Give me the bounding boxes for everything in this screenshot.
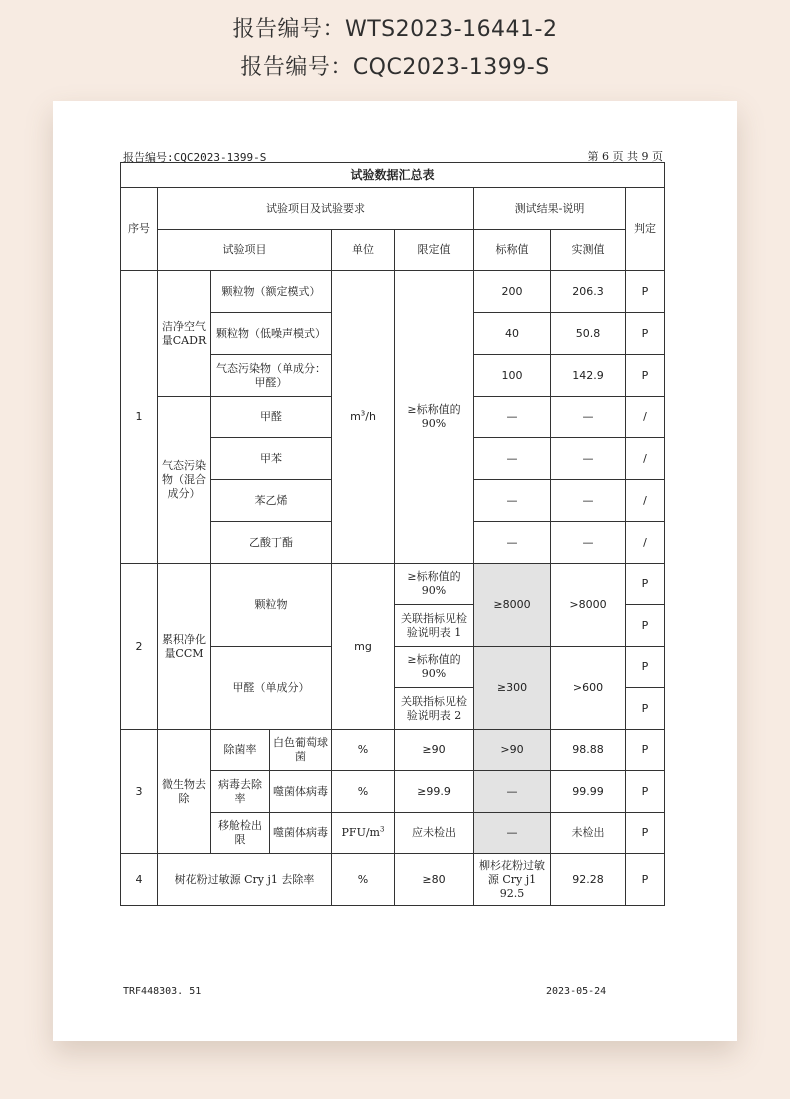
judge-cell: / bbox=[626, 522, 665, 564]
judge-cell: P bbox=[626, 355, 665, 397]
section-2-group: 累积净化量CCM bbox=[158, 564, 211, 730]
item-cell: 颗粒物（额定模式） bbox=[211, 271, 332, 313]
table-title: 试验数据汇总表 bbox=[121, 163, 665, 188]
item-cell: 除菌率 bbox=[211, 730, 270, 771]
item-cell: 甲醛 bbox=[211, 397, 332, 438]
col-header-judge: 判定 bbox=[626, 188, 665, 271]
measured-cell: 未检出 bbox=[551, 813, 626, 854]
measured-cell: >8000 bbox=[551, 564, 626, 647]
item-cell: 乙酸丁酯 bbox=[211, 522, 332, 564]
judge-cell: / bbox=[626, 397, 665, 438]
table-row bbox=[121, 854, 665, 906]
measured-cell: — bbox=[551, 438, 626, 480]
col-header-unit: 单位 bbox=[332, 230, 395, 271]
nominal-cell: 100 bbox=[474, 355, 551, 397]
section-2-number: 2 bbox=[121, 564, 158, 730]
measured-cell: >600 bbox=[551, 647, 626, 730]
sub-item-cell: 噬菌体病毒 bbox=[270, 813, 332, 854]
nominal-cell: 200 bbox=[474, 271, 551, 313]
section-1-unit bbox=[332, 271, 395, 564]
table-row bbox=[121, 564, 665, 605]
item-cell: 甲醛（单成分） bbox=[211, 647, 332, 730]
unit-cell: % bbox=[332, 730, 395, 771]
limit-cell: 应未检出 bbox=[395, 813, 474, 854]
item-cell: 树花粉过敏源 Cry j1 去除率 bbox=[158, 854, 332, 906]
report-date: 2023-05-24 bbox=[546, 986, 607, 997]
judge-cell: P bbox=[626, 605, 665, 647]
page-number: 第 6 页 共 9 页 bbox=[587, 150, 663, 163]
section-2-unit: mg bbox=[332, 564, 395, 730]
section-1-number: 1 bbox=[121, 271, 158, 564]
report-number-line-2: 报告编号：CQC2023-1399-S bbox=[240, 55, 550, 80]
measured-cell: 50.8 bbox=[551, 313, 626, 355]
nominal-cell: — bbox=[474, 522, 551, 564]
section-4-number: 4 bbox=[121, 854, 158, 906]
judge-cell: / bbox=[626, 438, 665, 480]
nominal-cell: >90 bbox=[474, 730, 551, 771]
table-title-row bbox=[121, 163, 665, 188]
section-3-group: 微生物去除 bbox=[158, 730, 211, 854]
judge-cell: P bbox=[626, 688, 665, 730]
item-cell: 病毒去除率 bbox=[211, 771, 270, 813]
nominal-cell: ≥300 bbox=[474, 647, 551, 730]
sub-item-cell: 白色葡萄球菌 bbox=[270, 730, 332, 771]
section-1-cadr-group: 洁净空气量CADR bbox=[158, 271, 211, 397]
measured-cell: — bbox=[551, 522, 626, 564]
item-cell: 移舱检出限 bbox=[211, 813, 270, 854]
report-number-line-1: 报告编号：WTS2023-16441-2 bbox=[232, 17, 558, 42]
col-header-result: 测试结果-说明 bbox=[474, 188, 626, 230]
nominal-cell: ≥8000 bbox=[474, 564, 551, 647]
limit-cell: ≥99.9 bbox=[395, 771, 474, 813]
judge-cell: P bbox=[626, 647, 665, 688]
limit-cell: 关联指标见检验说明表 2 bbox=[395, 688, 474, 730]
col-header-seq: 序号 bbox=[121, 188, 158, 271]
header-row-1 bbox=[121, 188, 665, 230]
judge-cell: P bbox=[626, 771, 665, 813]
item-cell: 甲苯 bbox=[211, 438, 332, 480]
col-header-measured: 实测值 bbox=[551, 230, 626, 271]
unit-cell: % bbox=[332, 771, 395, 813]
limit-cell: ≥80 bbox=[395, 854, 474, 906]
form-code: TRF448303. 51 bbox=[123, 986, 202, 997]
unit-text: PFU/$m^3$ bbox=[341, 825, 385, 839]
measured-cell: 92.28 bbox=[551, 854, 626, 906]
nominal-cell: — bbox=[474, 813, 551, 854]
col-header-item: 试验项目 bbox=[158, 230, 332, 271]
col-header-item-req: 试验项目及试验要求 bbox=[158, 188, 474, 230]
table-row bbox=[121, 730, 665, 771]
sheet-report-number: 报告编号:CQC2023-1399-S bbox=[123, 151, 267, 164]
section-1-gas-group: 气态污染物（混合成分） bbox=[158, 397, 211, 564]
judge-cell: P bbox=[626, 730, 665, 771]
nominal-cell: — bbox=[474, 397, 551, 438]
unit-text: $m^3/h$ bbox=[350, 409, 376, 423]
nominal-cell: 柳杉花粉过敏源 Cry j1 92.5 bbox=[474, 854, 551, 906]
item-cell: 气态污染物（单成分：甲醛） bbox=[211, 355, 332, 397]
measured-cell: — bbox=[551, 480, 626, 522]
measured-cell: 98.88 bbox=[551, 730, 626, 771]
section-3-number: 3 bbox=[121, 730, 158, 854]
report-sheet bbox=[53, 101, 737, 1041]
nominal-cell: 40 bbox=[474, 313, 551, 355]
judge-cell: P bbox=[626, 271, 665, 313]
nominal-cell: — bbox=[474, 771, 551, 813]
measured-cell: — bbox=[551, 397, 626, 438]
item-cell: 苯乙烯 bbox=[211, 480, 332, 522]
judge-cell: P bbox=[626, 854, 665, 906]
nominal-cell: — bbox=[474, 438, 551, 480]
nominal-cell: — bbox=[474, 480, 551, 522]
limit-cell: ≥标称值的90% bbox=[395, 564, 474, 605]
sub-item-cell: 噬菌体病毒 bbox=[270, 771, 332, 813]
measured-cell: 142.9 bbox=[551, 355, 626, 397]
limit-cell: ≥标称值的90% bbox=[395, 647, 474, 688]
col-header-limit: 限定值 bbox=[395, 230, 474, 271]
section-1-limit: ≥标称值的90% bbox=[395, 271, 474, 564]
measured-cell: 99.99 bbox=[551, 771, 626, 813]
judge-cell: P bbox=[626, 564, 665, 605]
judge-cell: P bbox=[626, 813, 665, 854]
col-header-nominal: 标称值 bbox=[474, 230, 551, 271]
limit-cell: ≥90 bbox=[395, 730, 474, 771]
header-row-2 bbox=[121, 230, 665, 271]
table-row bbox=[121, 271, 665, 313]
measured-cell: 206.3 bbox=[551, 271, 626, 313]
limit-cell: 关联指标见检验说明表 1 bbox=[395, 605, 474, 647]
test-data-summary-table bbox=[120, 162, 665, 906]
unit-cell bbox=[332, 813, 395, 854]
judge-cell: P bbox=[626, 313, 665, 355]
judge-cell: / bbox=[626, 480, 665, 522]
unit-cell: % bbox=[332, 854, 395, 906]
item-cell: 颗粒物（低噪声模式） bbox=[211, 313, 332, 355]
item-cell: 颗粒物 bbox=[211, 564, 332, 647]
